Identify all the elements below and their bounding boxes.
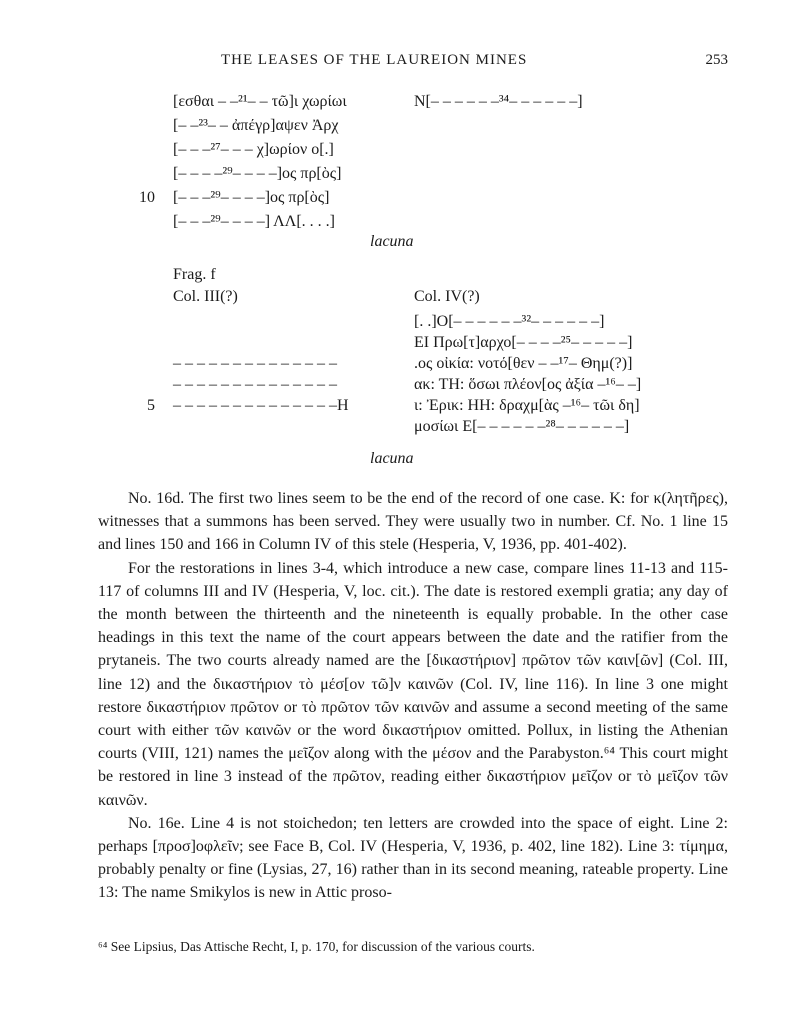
frag-e-line-3: [– – –²⁷– – – χ]ωρίον ο[.]	[173, 141, 334, 158]
frag-f-col-right: Col. IV(?)	[414, 288, 480, 305]
frag-f-right-line-4: ακ: ΤΗ: ὅσωι πλέον[ος ἀξία –¹⁶– –]	[414, 376, 642, 393]
frag-f-right-line-3: .ος οἰκία: νοτό[θεν – –¹⁷– Θημ(?)]	[414, 355, 633, 372]
frag-f-right-line-2: ΕΙ Πρω[τ]αρχο[– – – –²⁵– – – – –]	[414, 334, 633, 351]
frag-e-line-4: [– – – –²⁹– – – –]ος πρ[ὸς]	[173, 165, 342, 182]
frag-f-left-line-1: – – – – – – – – – – – – – –	[173, 355, 337, 372]
frag-f-right-line-6: μοσίωι Ε[– – – – – –²⁸– – – – – –]	[414, 418, 630, 435]
frag-e-right-line: N[– – – – – –³⁴– – – – – –]	[414, 93, 583, 110]
frag-f-label: Frag. f	[173, 266, 216, 283]
frag-f-right-line-5: ι: Ἐρικ: ΗΗ: δραχμ[ὰς –¹⁶– τῶι δη]	[414, 397, 640, 414]
frag-e-line-6: [– – –²⁹– – – –] ΛΛ[. . . .]	[173, 213, 336, 230]
running-header: THE LEASES OF THE LAUREION MINES	[221, 52, 528, 68]
page-number: 253	[705, 52, 728, 68]
frag-f-right-line-1: [. .]Ο[– – – – – –³²– – – – – –]	[414, 313, 605, 330]
commentary	[98, 487, 728, 905]
paragraph-16e: No. 16e. Line 4 is not stoichedon; ten letters are crowded into the space of eight. Line 2: perhaps [προσ]οφλεῖν; see Face B, Col. IV (Hesperia, V, 1936, p. 402, line 182). Line 3: τίμημα, probably penalty or fine (Lysias, 27, 16) rather than in its second meaning, rateable property. Line 13: The name Smikylos is new in Attic proso-	[98, 814, 728, 902]
footnote-64: ⁶⁴ See Lipsius, Das Attische Recht, I, p. 170, for discussion of the various courts.	[98, 939, 535, 954]
frag-f-col-left: Col. III(?)	[173, 288, 238, 305]
paragraph-restorations: For the restorations in lines 3-4, which introduce a new case, compare lines 11-13 and 115-117 of columns III and IV (Hesperia, V, loc. cit.). The date is restored exempli gratia; any day of the month between the thirteenth and the nineteenth is equally probable. In the other case headings in this text the name of the court appears between the date and the ratifier from the prytaneis. The two courts already named are the [δικαστήριον] πρῶτον τῶν καιν[ῶν] (Col. III, line 12) and the δικαστήριον τὸ μέσ[ον τῶ]ν καινῶν (Col. IV, line 116). In line 3 one might restore δικαστήριον πρῶτον or τὸ πρῶτον τῶν καινῶν and assume a second meeting of the same court with either τῶν καινῶν or the word δικαστήριον omitted. Pollux, in listing the Athenian courts (VIII, 121) names the μεῖζον along with the μέσον and the Parabyston.⁶⁴ This court might be restored in line 3 instead of the πρῶτον, reading either δικαστήριον μεῖζον or τὸ μεῖζον τῶν καινῶν.	[98, 559, 728, 809]
frag-e-line-number: 10	[139, 189, 155, 206]
frag-f-line-number: 5	[147, 397, 155, 414]
frag-f-left-line-2: – – – – – – – – – – – – – –	[173, 376, 337, 393]
frag-e-line-2: [– –²³– – ἀπέγρ]αψεν Ἀρχ	[173, 117, 339, 134]
frag-f-lacuna: lacuna	[370, 450, 414, 467]
paragraph-16d: No. 16d. The first two lines seem to be the end of the record of one case. K: for κ(λητῆρες), witnesses that a summons has been served. They were usually two in number. Cf. No. 1 line 15 and lines 150 and 166 in Column IV of this stele (Hesperia, V, 1936, pp. 401-402).	[98, 490, 728, 554]
frag-e-line-1: [εσθαι – –²¹– – τῶ]ι χωρίωι	[173, 93, 347, 110]
frag-e-line-5: [– – –²⁹– – – –]ος πρ[ὸς]	[173, 189, 330, 206]
frag-f-left-line-3: – – – – – – – – – – – – – –H	[173, 397, 349, 414]
frag-e-lacuna: lacuna	[370, 233, 414, 250]
